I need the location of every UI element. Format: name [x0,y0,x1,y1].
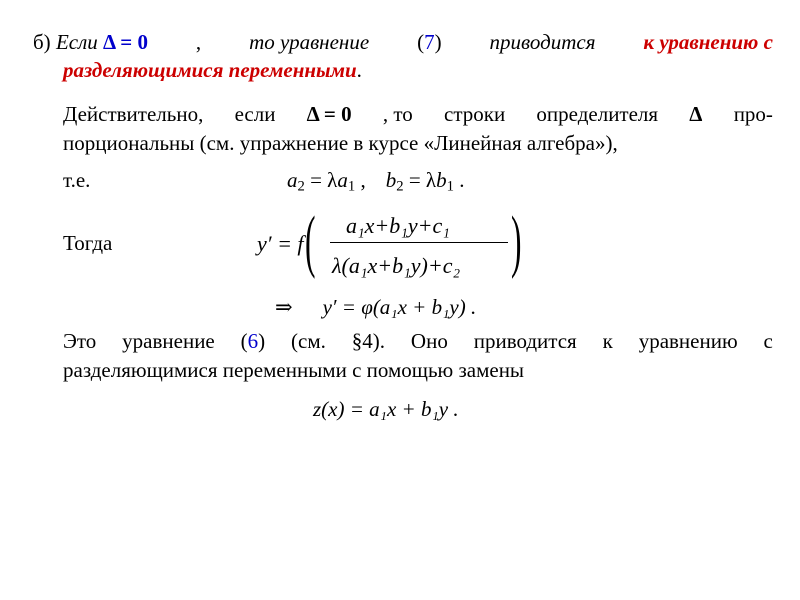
to-equation-text: к уравнению с [643,30,773,54]
delta-symbol: Δ [689,102,703,126]
fraction-denominator: λ(a₁x+b₁y)+c₂ [332,253,461,278]
equation-y-prime-lhs: y′ = f [257,231,304,256]
para2-line-1: Это уравнение (6) (см. §4). Оно приводится к уравнению с [63,329,773,353]
condition-delta-zero: Δ = 0 [103,30,148,54]
item-b-line-1 [33,30,773,55]
right-paren: ) [511,203,522,280]
equation-ref-6: 6 [247,329,259,353]
item-b-line-2: разделяющимися переменными. [63,58,362,82]
para1-condition: Δ = 0 [306,102,352,126]
substitution-expr: z(x) = a₁x + b₁y . [313,397,459,421]
fraction-bar [330,242,508,243]
item-b-label: б) Если Δ = 0 [33,30,148,54]
equation-ref-7: (7) [417,30,442,54]
then-label: Тогда [63,231,113,255]
implies-arrow: ⇒ [275,295,293,319]
para2-line-2: разделяющимися переменными с помощью замены [63,358,525,382]
then-text: то уравнение [249,30,370,54]
reduces-text: приводится [489,30,596,54]
implies-line [275,295,476,320]
separable-variables-text: разделяющимися переменными [63,58,357,82]
para1-line-2: порциональны (см. упражнение в курсе «Линейная алгебра»), [63,131,618,155]
comma: , [195,30,202,54]
y-prime-phi-expr: y′ = φ(a₁x + b₁y) . [322,295,477,319]
para1-line-1: Действительно, если Δ = 0 , то строки определителя Δ про- [63,102,773,126]
left-paren: ( [305,203,316,280]
fraction-numerator: a₁x+b₁y+c₁ [346,213,450,238]
equation-proportional: $a_2 = \lambda a_1$ , $b_2 = \lambda b_1$ . [287,168,465,195]
para1-line-3-ie: т.е. [63,168,91,192]
